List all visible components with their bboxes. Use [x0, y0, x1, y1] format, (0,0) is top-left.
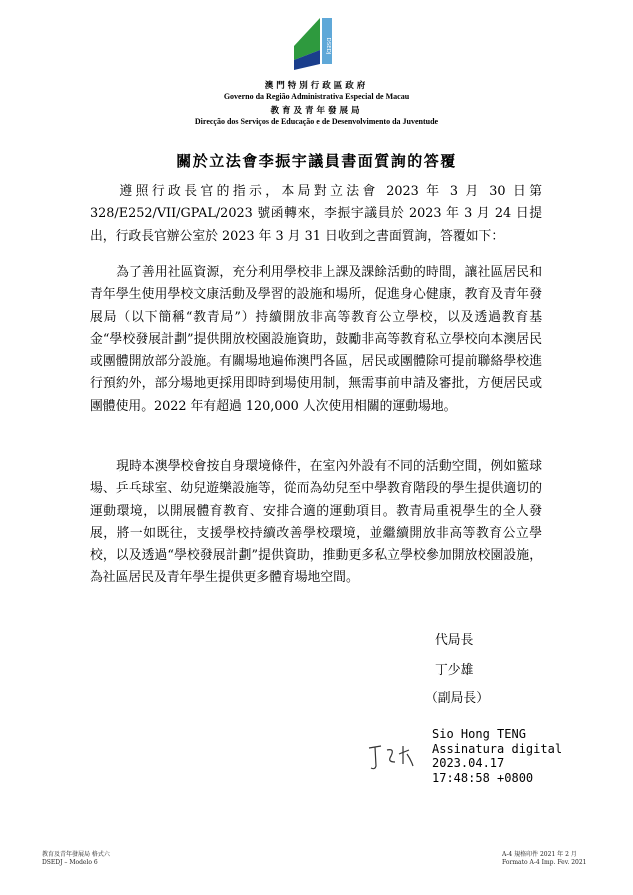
footer-left-pt: DSEDJ – Modelo 6 [42, 859, 98, 866]
paragraph-facilities: 為了善用社區資源，充分利用學校非上課及課餘活動的時間，讓社區居民和青年學生使用學校文康活動及學習的設施和場所，促進身心健康，教育及青年發展局（以下簡稱“教青局”）持續開放非高等教育公立學校，以及透過教育基金“學校發展計劃”提供開放校園設施資助，鼓勵非高等教育私立學校向本澳居民或團體開放部分設施。有關場地遍佈澳門各區，居民或團體除可提前聯絡學校進行預約外，部分場地更採用即時到場使用制，無需事前申請及審批，方便居民或團體使用。2022 年有超過 120,000 人次使用相關的運動場地。 [90, 265, 542, 414]
paragraph-school-spaces: 現時本澳學校會按自身環境條件，在室內外設有不同的活動空間，例如籃球場、乒乓球室、幼兒遊樂設施等，從而為幼兒至中學教育階段的學生提供適切的運動環境，以開展體育教育、安排合適的運動項目。教青局重視學生的全人發展，將一如既往，支援學校持續改善學校環境，並繼續開放非高等教育公立學校，以及透過“學校發展計劃”提供資助，推動更多私立學校參加開放校園設施，為社區居民及青年學生提供更多體育場地空間。 [90, 459, 542, 586]
digital-signature [432, 727, 562, 785]
footer-right-pt: Formato A-4 Imp. Fev. 2021 [502, 859, 587, 866]
svg-text:DSEDJ: DSEDJ [325, 37, 331, 55]
digital-signature-date: 2023.04.17 [432, 756, 505, 770]
dsedj-logo [290, 16, 350, 72]
handwritten-signature [365, 740, 429, 780]
paragraph-intro: 遵照行政長官的指示，本局對立法會 2023 年 3 月 30 日第 328/E252/VII/GPAL/2023 號函轉來，李振宇議員於 2023 年 3 月 24 日提出，行政長官辦公室於 2023 年 3 月 31 日收到之書面質詢，答覆如下： [90, 184, 542, 244]
signatory-role: 代局長 [435, 633, 474, 648]
signatory-subrole: （副局長） [425, 691, 489, 706]
department-name-zh: 教育及青年發展局 [270, 106, 363, 116]
digital-signature-label: Assinatura digital [432, 741, 563, 756]
government-name-zh: 澳門特別行政區政府 [264, 81, 369, 91]
signatory-name: 丁少雄 [435, 663, 474, 678]
footer-left [42, 851, 110, 867]
department-name-pt: Direcção dos Serviços de Educação e de Desenvolvimento da Juventude [194, 117, 439, 126]
digital-signature-name: Sio Hong TENG [432, 727, 526, 741]
document-title: 關於立法會李振宇議員書面質詢的答覆 [176, 152, 457, 170]
footer-right [502, 851, 586, 867]
digital-signature-time: 17:48:58 +0800 [432, 770, 534, 785]
footer-right-zh: A-4 規格印件 2021 年 2 月 [502, 851, 577, 858]
footer-left-zh: 教育及青年發展局 格式六 [42, 851, 110, 858]
government-name-pt: Governo da Região Administrativa Especial de Macau [223, 92, 410, 101]
